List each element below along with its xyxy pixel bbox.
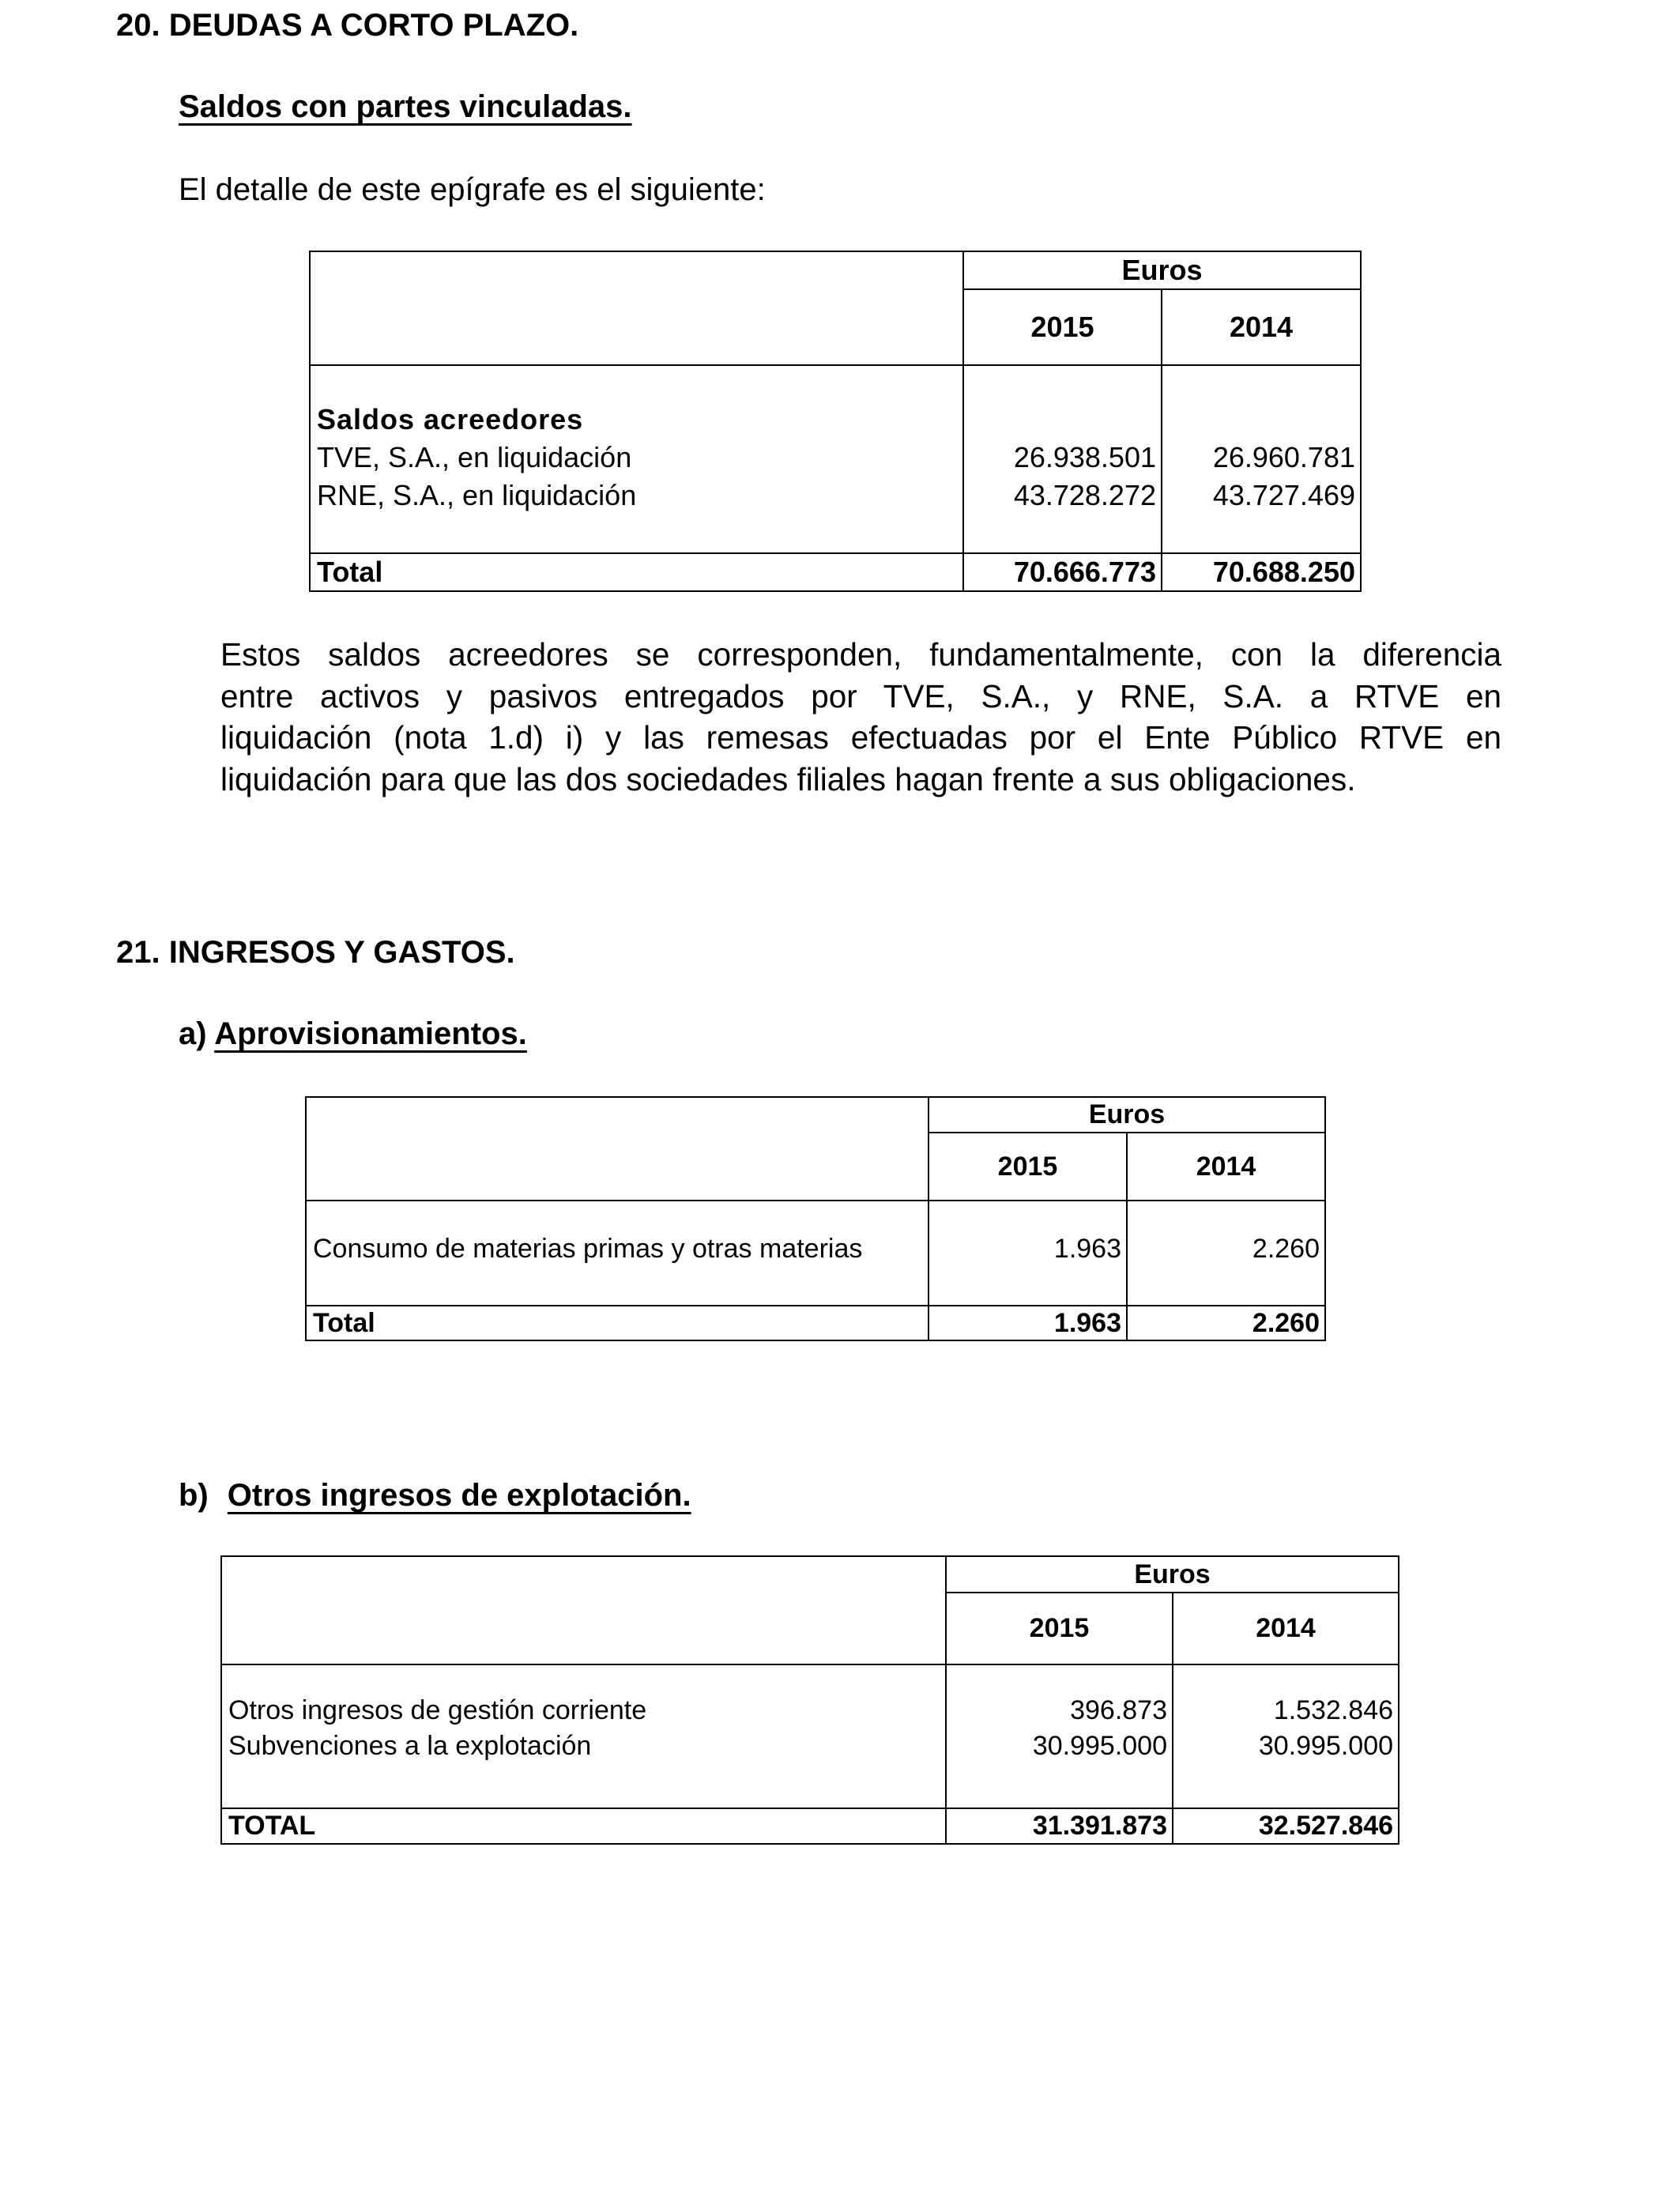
deudas-table	[309, 251, 1362, 592]
total-label: TOTAL	[221, 1808, 946, 1844]
group-label: Saldos acreedores	[317, 403, 584, 435]
body-2014-cell	[1162, 365, 1361, 553]
body-2014-cell	[1173, 1664, 1399, 1808]
section-20-intro: El detalle de este epígrafe es el siguiente:	[179, 172, 766, 207]
paragraph-line: liquidación (nota 1.d) i) y las remesas efectuadas por el Ente Público RTVE en	[220, 719, 1501, 756]
subsection-a-heading	[179, 1016, 527, 1052]
subsection-b-prefix: b)	[179, 1478, 209, 1513]
row-label: RNE, S.A., en liquidación	[317, 479, 637, 511]
paragraph-line: liquidación para que las dos sociedades filiales hagan frente a sus obligaciones.	[220, 760, 1356, 797]
body-2015-cell	[963, 365, 1162, 553]
row-label: TVE, S.A., en liquidación	[317, 441, 632, 473]
total-value-2014: 32.527.846	[1173, 1808, 1399, 1844]
aprovisionamientos-table	[305, 1096, 1326, 1341]
paragraph-line: entre activos y pasivos entregados por TVE, S.A., y RNE, S.A. a RTVE en	[220, 677, 1501, 714]
row-label: Consumo de materias primas y otras materias	[313, 1234, 863, 1264]
row-value-2015: 30.995.000	[1032, 1731, 1167, 1761]
year-header-2014: 2014	[1127, 1133, 1325, 1201]
unit-header: Euros	[963, 251, 1361, 289]
subsection-b-title: Otros ingresos de explotación.	[227, 1478, 691, 1513]
row-value-2015: 43.728.272	[1013, 479, 1156, 511]
unit-header: Euros	[946, 1556, 1399, 1593]
row-value-2015: 1.963	[1053, 1234, 1121, 1264]
total-value-2014: 2.260	[1127, 1306, 1325, 1340]
row-value-2014: 2.260	[1252, 1234, 1320, 1264]
subsection-a-prefix: a)	[179, 1016, 215, 1051]
paragraph-line: Estos saldos acreedores se corresponden, fundamentalmente, con la diferencia	[220, 636, 1501, 673]
unit-header: Euros	[929, 1097, 1325, 1133]
total-value-2014: 70.688.250	[1162, 553, 1361, 591]
year-header-2015: 2015	[929, 1133, 1127, 1201]
section-20-subtitle: Saldos con partes vinculadas.	[179, 89, 632, 124]
section-20-title: 20. DEUDAS A CORTO PLAZO.	[116, 8, 579, 43]
total-label: Total	[306, 1306, 929, 1340]
header-blank-cell	[221, 1556, 946, 1664]
year-header-2015: 2015	[946, 1593, 1173, 1664]
year-header-2014: 2014	[1173, 1593, 1399, 1664]
header-blank-cell	[306, 1097, 929, 1201]
row-value-2014: 30.995.000	[1258, 1731, 1394, 1761]
subsection-a-title: Aprovisionamientos.	[214, 1016, 527, 1051]
row-value-2014: 1.532.846	[1273, 1695, 1394, 1725]
body-labels-cell	[310, 365, 963, 553]
row-label: Subvenciones a la explotación	[228, 1731, 592, 1761]
total-value-2015: 1.963	[929, 1306, 1127, 1340]
section-21-title: 21. INGRESOS Y GASTOS.	[116, 935, 515, 970]
year-header-2014: 2014	[1162, 289, 1361, 365]
body-2014-cell	[1127, 1201, 1325, 1306]
body-2015-cell	[929, 1201, 1127, 1306]
row-value-2015: 26.938.501	[1013, 441, 1156, 473]
total-label: Total	[310, 553, 963, 591]
row-value-2014: 26.960.781	[1212, 441, 1355, 473]
body-labels-cell	[306, 1201, 929, 1306]
body-labels-cell	[221, 1664, 946, 1808]
subsection-b-heading	[179, 1478, 691, 1514]
row-value-2014: 43.727.469	[1212, 479, 1355, 511]
row-value-2015: 396.873	[1070, 1695, 1167, 1725]
otros-ingresos-table	[220, 1555, 1399, 1845]
total-value-2015: 31.391.873	[946, 1808, 1173, 1844]
row-label: Otros ingresos de gestión corriente	[228, 1695, 647, 1725]
header-blank-cell	[310, 251, 963, 365]
total-value-2015: 70.666.773	[963, 553, 1162, 591]
section-20-paragraph	[220, 634, 1501, 800]
year-header-2015: 2015	[963, 289, 1162, 365]
body-2015-cell	[946, 1664, 1173, 1808]
